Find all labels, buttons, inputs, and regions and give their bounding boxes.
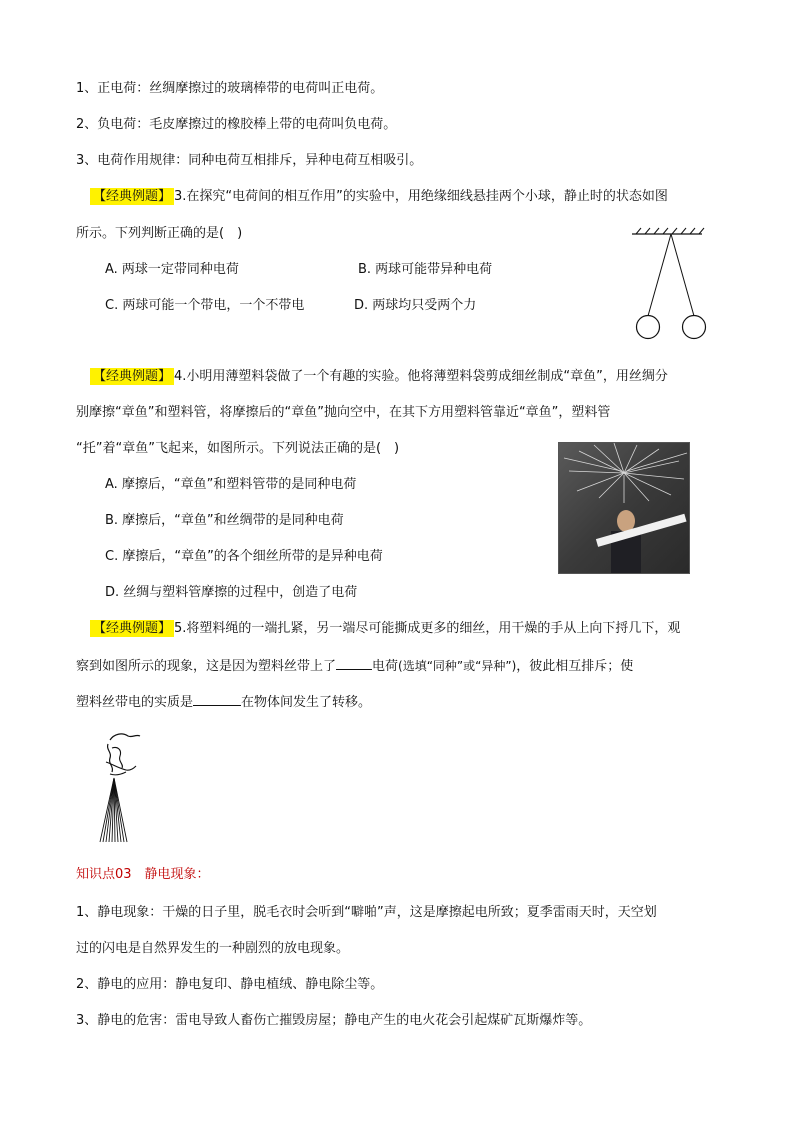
hanging-balls-figure xyxy=(628,226,708,344)
static-applications: 2、静电的应用：静电复印、静电植绒、静电除尘等。 xyxy=(76,977,384,992)
static-hazards: 3、静电的危害：雷电导致人畜伤亡摧毁房屋；静电产生的电火花会引起煤矿瓦斯爆炸等。 xyxy=(76,1013,592,1028)
question-4-option-a: A. 摩擦后，“章鱼”和塑料管带的是同种电荷 xyxy=(105,477,357,492)
question-3-line-2: 所示。下列判断正确的是( ) xyxy=(76,226,243,241)
knowledge-point-heading: 知识点03 静电现象： xyxy=(76,867,210,882)
question-4-line-3: “托”着“章鱼”飞起来，如图所示。下列说法正确的是( ) xyxy=(76,441,400,456)
negative-charge-definition: 2、负电荷：毛皮摩擦过的橡胶棒上带的电荷叫负电荷。 xyxy=(76,117,397,132)
static-phenomenon-line-2: 过的闪电是自然界发生的一种剧烈的放电现象。 xyxy=(76,941,350,956)
question-3-option-c: C. 两球可能一个带电，一个不带电 xyxy=(105,298,305,313)
question-5-line-2: 察到如图所示的现象，这是因为塑料丝带上了 电荷(选填“同种”或“异种”)，彼此相互排斥；使 xyxy=(76,659,634,674)
question-5-line-1: 【经典例题】 5.将塑料绳的一端扎紧，另一端尽可能撕成更多的细丝，用干燥的手从上向下捋几下，观 xyxy=(90,620,680,638)
question-3-line-1: 【经典例题】 3.在探究“电荷间的相互作用”的实验中，用绝缘细线悬挂两个小球，静止时的状态如图 xyxy=(90,188,668,206)
question-4-option-c: C. 摩擦后，“章鱼”的各个细丝所带的是异种电荷 xyxy=(105,549,383,564)
question-3-option-d: D. 两球均只受两个力 xyxy=(354,298,477,313)
answer-blank-1[interactable] xyxy=(336,657,372,670)
question-4-line-2: 别摩擦“章鱼”和塑料管，将摩擦后的“章鱼”抛向空中，在其下方用塑料管靠近“章鱼”，塑料管 xyxy=(76,405,611,420)
question-3-option-b: B. 两球可能带异种电荷 xyxy=(358,262,493,277)
example-tag: 【经典例题】 xyxy=(90,368,174,385)
question-4-option-b: B. 摩擦后，“章鱼”和丝绸带的是同种电荷 xyxy=(105,513,344,528)
example-tag: 【经典例题】 xyxy=(90,188,174,205)
question-3-option-a: A. 两球一定带同种电荷 xyxy=(105,262,239,277)
positive-charge-definition: 1、正电荷：丝绸摩擦过的玻璃棒带的电荷叫正电荷。 xyxy=(76,81,384,96)
static-phenomenon-line-1: 1、静电现象：干燥的日子里，脱毛衣时会听到“噼啪”声，这是摩擦起电所致；夏季雷雨天时，天空划 xyxy=(76,905,657,920)
plastic-strands-figure xyxy=(92,728,152,844)
answer-blank-2[interactable] xyxy=(193,693,241,706)
charge-interaction-rule: 3、电荷作用规律：同种电荷互相排斥，异种电荷互相吸引。 xyxy=(76,153,423,168)
question-5-line-3: 塑料丝带电的实质是 在物体间发生了转移。 xyxy=(76,695,372,710)
question-4-line-1: 【经典例题】 4.小明用薄塑料袋做了一个有趣的实验。他将薄塑料袋剪成细丝制成“章鱼”，用丝绸分 xyxy=(90,368,668,386)
example-tag: 【经典例题】 xyxy=(90,620,174,637)
question-4-option-d: D. 丝绸与塑料管摩擦的过程中，创造了电荷 xyxy=(105,585,358,600)
octopus-experiment-photo xyxy=(558,442,690,574)
